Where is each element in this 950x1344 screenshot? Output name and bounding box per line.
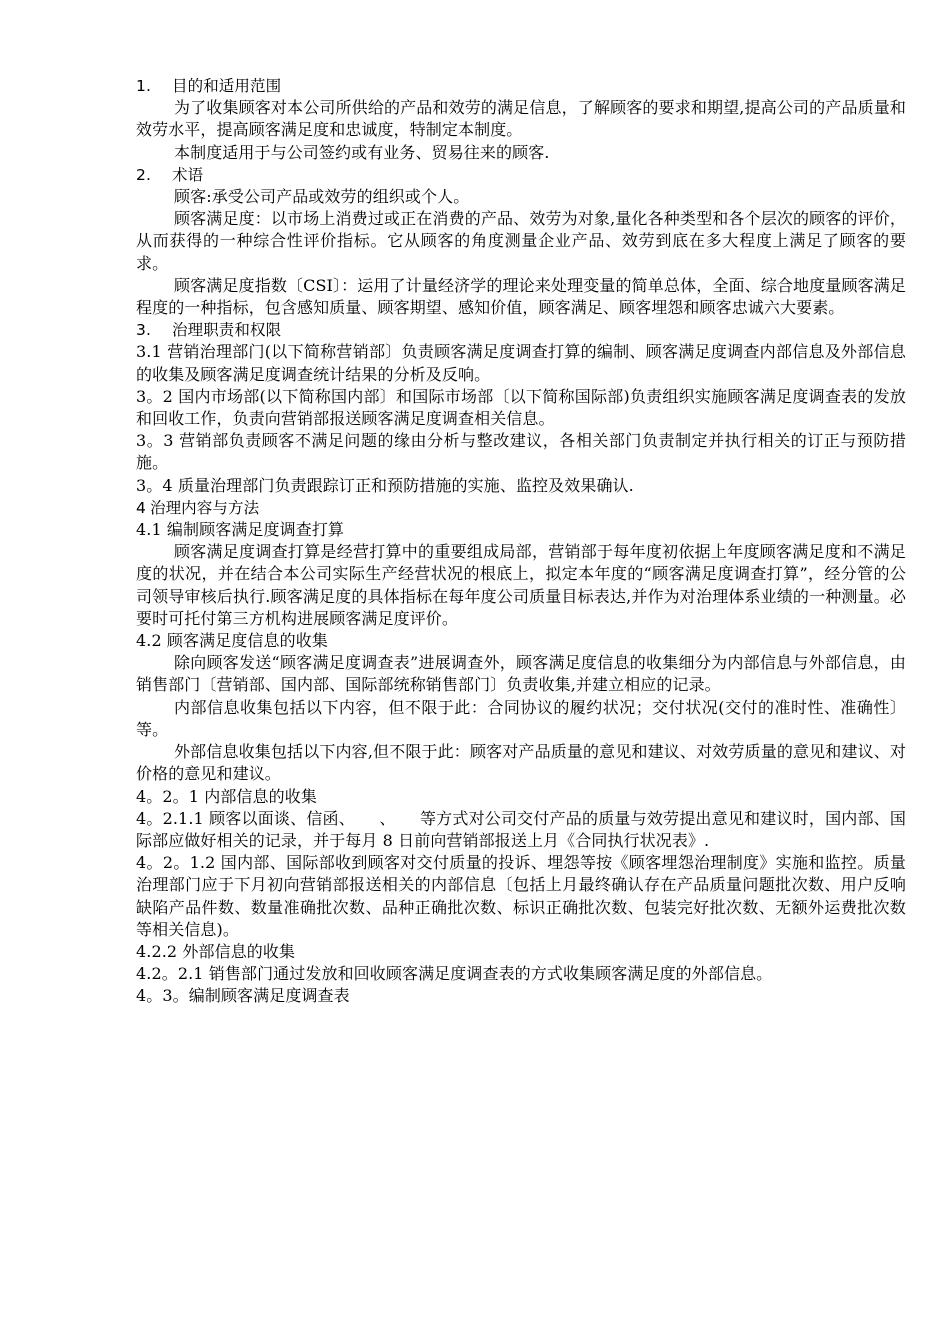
section-heading-3: 3. 治理职责和权限 — [136, 321, 282, 340]
paragraph: 3。2 国内市场部(以下简称国内部〕和国际市场部〔以下简称国际部)负责组织实施顾客满足度调查表的发放和回收工作，负责向营销部报送顾客满足度调查相关信息。 — [136, 386, 906, 429]
paragraph: 为了收集顾客对本公司所供给的产品和效劳的满足信息，了解顾客的要求和期望,提高公司的产品质量和效劳水平，提高顾客满足度和忠诚度，特制定本制度。 — [136, 98, 906, 140]
section-heading-1: 1. 目的和适用范围 — [136, 77, 282, 95]
paragraph: 顾客满足度调查打算是经营打算中的重要组成局部，营销部于每年度初依据上年度顾客满足度和不满足度的状况，并在结合本公司实际生产经营状况的根底上，拟定本年度的“顾客满足度调查打算”，经分管的公司领导审核后执行.顾客满足度的具体指标在每年度公司质量目标表达,并作为对治理体系业绩的一种测量。必要时可托付第三方机构进展顾客满足度评价。 — [136, 542, 906, 628]
paragraph: 顾客满足度：以市场上消费过或正在消费的产品、效劳为对象,量化各种类型和各个层次的顾客的评价，从而获得的一种综合性评价指标。它从顾客的角度测量企业产品、效劳到底在多大程度上满足了顾客的要求。 — [136, 209, 906, 273]
paragraph: 外部信息收集包括以下内容,但不限于此：顾客对产品质量的意见和建议、对效劳质量的意见和建议、对价格的意见和建议。 — [136, 742, 906, 784]
subsection-heading: 4。2。1 内部信息的收集 — [136, 786, 317, 806]
section-heading-4: 4 治理内容与方法 — [136, 498, 260, 517]
paragraph: 4。2。1.2 国内部、国际部收到顾客对交付质量的投诉、埋怨等按《顾客埋怨治理制度》实施和监控。质量治理部门应于下月初向营销部报送相关的内部信息〔包括上月最终确认存在产品质量问题批次数、用户反响缺陷产品件数、数量准确批次数、品种正确批次数、标识正确批次数、包装完好批次数、无额外运费批次数等相关信息)。 — [136, 853, 906, 939]
paragraph: 顾客满足度指数〔CSI〕：运用了计量经济学的理论来处理变量的简单总体，全面、综合地度量顾客满足程度的一种指标，包含感知质量、顾客期望、感知价值，顾客满足、顾客埋怨和顾客忠诚六大要素。 — [136, 275, 906, 318]
paragraph: 3。4 质量治理部门负责跟踪订正和预防措施的实施、监控及效果确认. — [136, 475, 634, 495]
paragraph: 4.2。2.1 销售部门通过发放和回收顾客满足度调查表的方式收集顾客满足度的外部信息。 — [136, 964, 773, 984]
subsection-heading: 4.2.2 外部信息的收集 — [136, 941, 296, 961]
paragraph: 3.1 营销治理部门(以下简称营销部〕负责顾客满足度调查打算的编制、顾客满足度调查内部信息及外部信息的收集及顾客满足度调查统计结果的分析及反响。 — [136, 342, 906, 384]
subsection-heading: 4.2 顾客满足度信息的收集 — [136, 631, 328, 651]
subsection-heading: 4。3。编制顾客满足度调查表 — [136, 986, 350, 1006]
paragraph: 顾客:承受公司产品或效劳的组织或个人。 — [174, 187, 470, 207]
paragraph: 3。3 营销部负责顾客不满足问题的缘由分析与整改建议，各相关部门负责制定并执行相关的订正与预防措施。 — [136, 431, 906, 473]
paragraph: 4。2.1.1 顾客以面谈、信函、 、 等方式对公司交付产品的质量与效劳提出意见和建议时，国内部、国际部应做好相关的记录，并于每月 8 日前向营销部报送上月《合同执行状况表》. — [136, 808, 906, 850]
paragraph: 本制度适用于与公司签约或有业务、贸易往来的顾客. — [174, 142, 550, 162]
paragraph: 内部信息收集包括以下内容，但不限于此：合同协议的履约状况；交付状况(交付的准时性、准确性〕等。 — [136, 697, 906, 739]
section-heading-2: 2. 术语 — [136, 165, 204, 184]
subsection-heading: 4.1 编制顾客满足度调查打算 — [136, 520, 345, 540]
paragraph: 除向顾客发送“顾客满足度调查表”进展调查外，顾客满足度信息的收集细分为内部信息与外部信息，由销售部门〔营销部、国内部、国际部统称销售部门〕负责收集,并建立相应的记录。 — [136, 653, 906, 695]
document-page — [136, 75, 906, 1008]
